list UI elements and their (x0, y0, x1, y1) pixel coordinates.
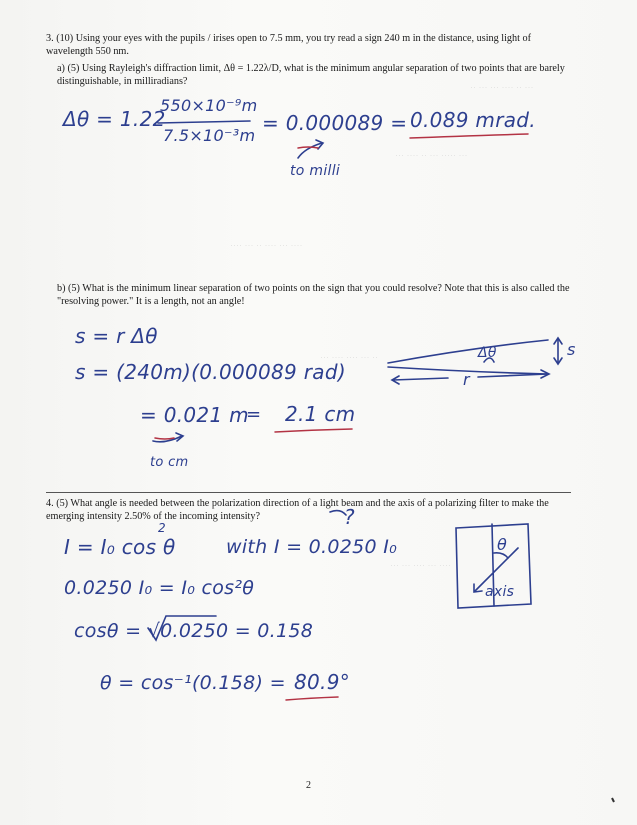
handwritten-inverse-cos: θ = cos⁻¹(0.158) = (100, 672, 286, 694)
handwritten-superscript-2: 2 (158, 521, 166, 535)
handwritten-substitution-4: 0.0250 I₀ = I₀ cos²θ (64, 577, 255, 599)
handwritten-answer-a: 0.089 mrad. (410, 108, 536, 132)
bleed-through-text: ··· ··· ···· ··· ···· (390, 560, 451, 570)
diagram-r-arrow-left (393, 378, 448, 380)
handwritten-given: with I = 0.0250 I₀ (226, 536, 398, 558)
handwritten-result-m: = 0.021 m (140, 403, 249, 427)
handwritten-numerator: 550×10⁻⁹m (160, 96, 258, 115)
diagram-angle-label: Δθ (478, 345, 497, 361)
question-arrow (330, 511, 346, 515)
problem-3a-question: a) (5) Using Rayleigh's diffraction limit, Δθ = 1.22λ/D, what is the minimum angular separation of two points that are barely distinguishable, in milliradians? (57, 63, 565, 87)
bleed-through-text: ···· ··· ·· ···· ··· ···· (230, 240, 303, 250)
handwritten-denominator: 7.5×10⁻³m (163, 126, 256, 145)
handwritten-formula: s = r Δθ (75, 324, 158, 348)
filter-axis-line (475, 548, 518, 591)
problem-3-statement: 3. (10) Using your eyes with the pupils / irises open to 7.5 mm, you try read a sign 240 m in the distance, using light of wavelength 550 nm. (46, 33, 531, 57)
diagram-upper-ray (388, 340, 548, 363)
fraction-bar (158, 121, 250, 123)
handwritten-decimal: = 0.000089 = (262, 111, 408, 135)
handwritten-note-cm: to cm (150, 455, 189, 470)
sqrt-sign (148, 616, 216, 640)
diagram-r-arrow-right (478, 374, 548, 377)
polarizer-angle-arc (494, 553, 508, 558)
milli-arrow (298, 143, 322, 158)
polarization-direction (492, 524, 494, 606)
answer-4-underline (286, 697, 338, 700)
margin-mark (612, 798, 614, 802)
diagram-axis-label: axis (485, 584, 515, 600)
handwritten-note-milli: to milli (290, 163, 341, 179)
handwritten-question-mark: ? (344, 505, 355, 529)
problem-4-statement: 4. (5) What angle is needed between the polarization direction of a light beam and the axis of a polarizing filter to make the emerging intensity 2.50% of the incoming intensity? (46, 498, 549, 522)
handwritten-delta-theta: Δθ = 1.22 (63, 107, 166, 131)
answer-a-underline (410, 134, 528, 138)
handwritten-answer-4: 80.9° (294, 670, 351, 694)
bleed-through-text: ··· ···· ·· ··· ····· ··· (395, 150, 468, 160)
milli-red-hook (298, 147, 318, 148)
handwritten-equals: = (246, 404, 262, 425)
diagram-lower-ray (388, 367, 548, 374)
handwritten-malus-law: I = I₀ cos θ (64, 535, 176, 559)
diagram-angle-arc (484, 358, 494, 362)
cm-red-hook (155, 438, 174, 439)
handwritten-answer-b: 2.1 cm (285, 402, 356, 426)
handwritten-substitution: s = (240m)(0.000089 rad) (75, 360, 346, 384)
bleed-through-text: ·· ··· ··· ···· ·· ··· (470, 82, 534, 92)
problem-3b-question: b) (5) What is the minimum linear separation of two points on the sign that you could resolve? Note that this is also called the "resolving power." It is a length, not an angle! (57, 283, 570, 307)
handwritten-cos-value: cosθ = √0.0250 = 0.158 (74, 620, 314, 642)
answer-b-underline (275, 429, 352, 432)
page-number: 2 (306, 780, 311, 791)
diagram-r-label: r (463, 370, 470, 389)
diagram-s-label: s (567, 340, 576, 359)
diagram-theta-label: θ (497, 535, 508, 554)
bleed-through-text: ··· ···· ···· ··· ·· (320, 352, 378, 362)
